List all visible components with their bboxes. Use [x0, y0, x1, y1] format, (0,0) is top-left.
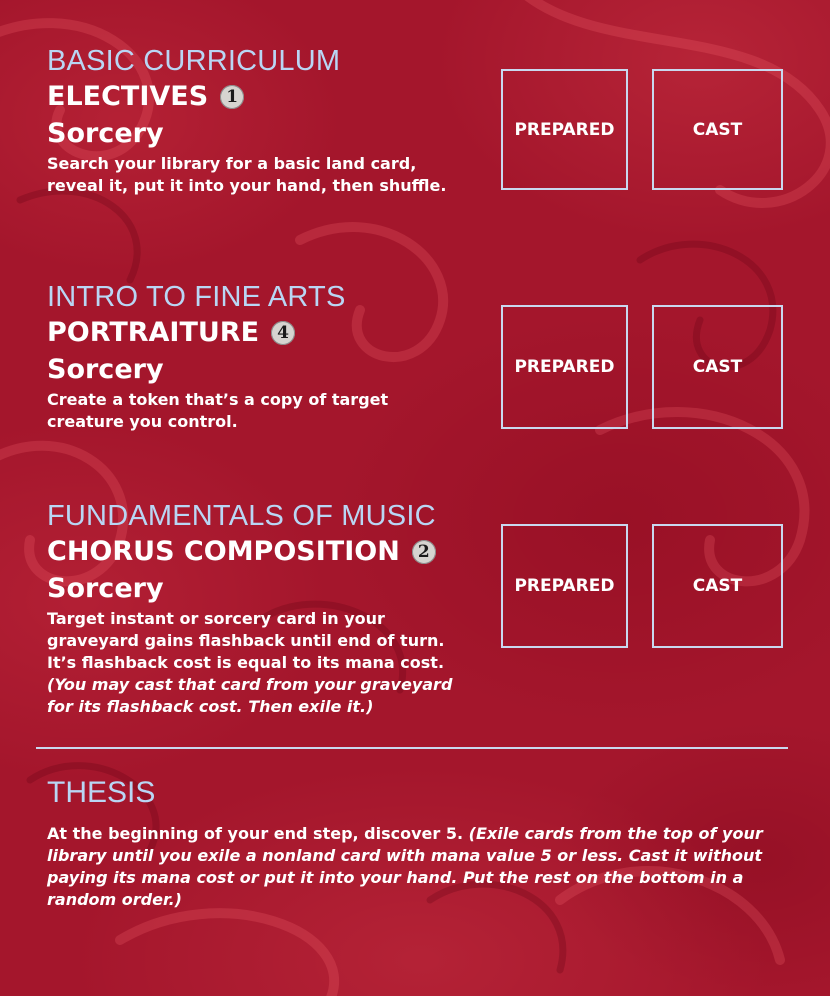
spell-type: Sorcery — [47, 118, 164, 149]
spell-rules-text — [47, 153, 467, 197]
section-category: BASIC CURRICULUM — [47, 45, 341, 77]
spell-type: Sorcery — [47, 354, 164, 385]
cast-label: CAST — [692, 119, 743, 140]
spell-type: Sorcery — [47, 573, 164, 604]
cast-label: CAST — [692, 357, 743, 377]
cast-label: CAST — [692, 576, 743, 596]
spell-name-text: PORTRAITURE — [47, 317, 260, 348]
mana-cost-icon: 2 — [412, 540, 436, 564]
prepared-box[interactable] — [501, 69, 628, 190]
prepared-label: PREPARED — [514, 119, 615, 140]
cast-box[interactable] — [652, 524, 783, 648]
spell-name — [47, 79, 487, 115]
spell-name — [47, 534, 487, 570]
spell-name-text: CHORUS COMPOSITION — [47, 536, 400, 567]
curriculum-section-2 — [47, 280, 487, 433]
prepared-label: PREPARED — [514, 576, 615, 596]
thesis-title: THESIS — [47, 776, 156, 809]
prepared-box[interactable] — [501, 524, 628, 648]
spell-name — [47, 315, 487, 351]
spell-name-text: ELECTIVES — [47, 81, 209, 112]
section-category: FUNDAMENTALS OF MUSIC — [47, 500, 436, 532]
thesis-rules: At the beginning of your end step, discover 5. — [47, 824, 464, 843]
reminder-text: (You may cast that card from your graveyard for its flashback cost. Then exile it.) — [47, 675, 453, 716]
rules-text: Create a token that’s a copy of target creature you control. — [47, 390, 389, 431]
cast-box[interactable] — [652, 305, 783, 429]
section-category: INTRO TO FINE ARTS — [47, 281, 346, 313]
rules-text: Target instant or sorcery card in your graveyard gains flashback until end of turn. It’s flashback cost is equal to its mana cost. — [47, 609, 445, 672]
thesis-reminder-text: (Exile cards from the top of your library until you exile a nonland card with mana value 5 or less. Cast it without paying its mana cost or put it into your hand. Put the rest on the bottom in a random order.) — [47, 824, 763, 909]
thesis-rules-text — [47, 823, 797, 911]
curriculum-section-1 — [47, 44, 487, 197]
rules-text: Search your library for a basic land card, reveal it, put it into your hand, then shuffle. — [47, 154, 447, 195]
prepared-box[interactable] — [501, 305, 628, 429]
curriculum-section-3 — [47, 499, 487, 718]
mana-cost-icon: 1 — [220, 85, 244, 109]
prepared-label: PREPARED — [514, 357, 615, 377]
spell-rules-text — [47, 389, 467, 433]
mana-cost-icon: 4 — [271, 321, 295, 345]
cast-box[interactable] — [652, 69, 783, 190]
section-divider — [36, 747, 788, 749]
spell-rules-text — [47, 608, 477, 718]
